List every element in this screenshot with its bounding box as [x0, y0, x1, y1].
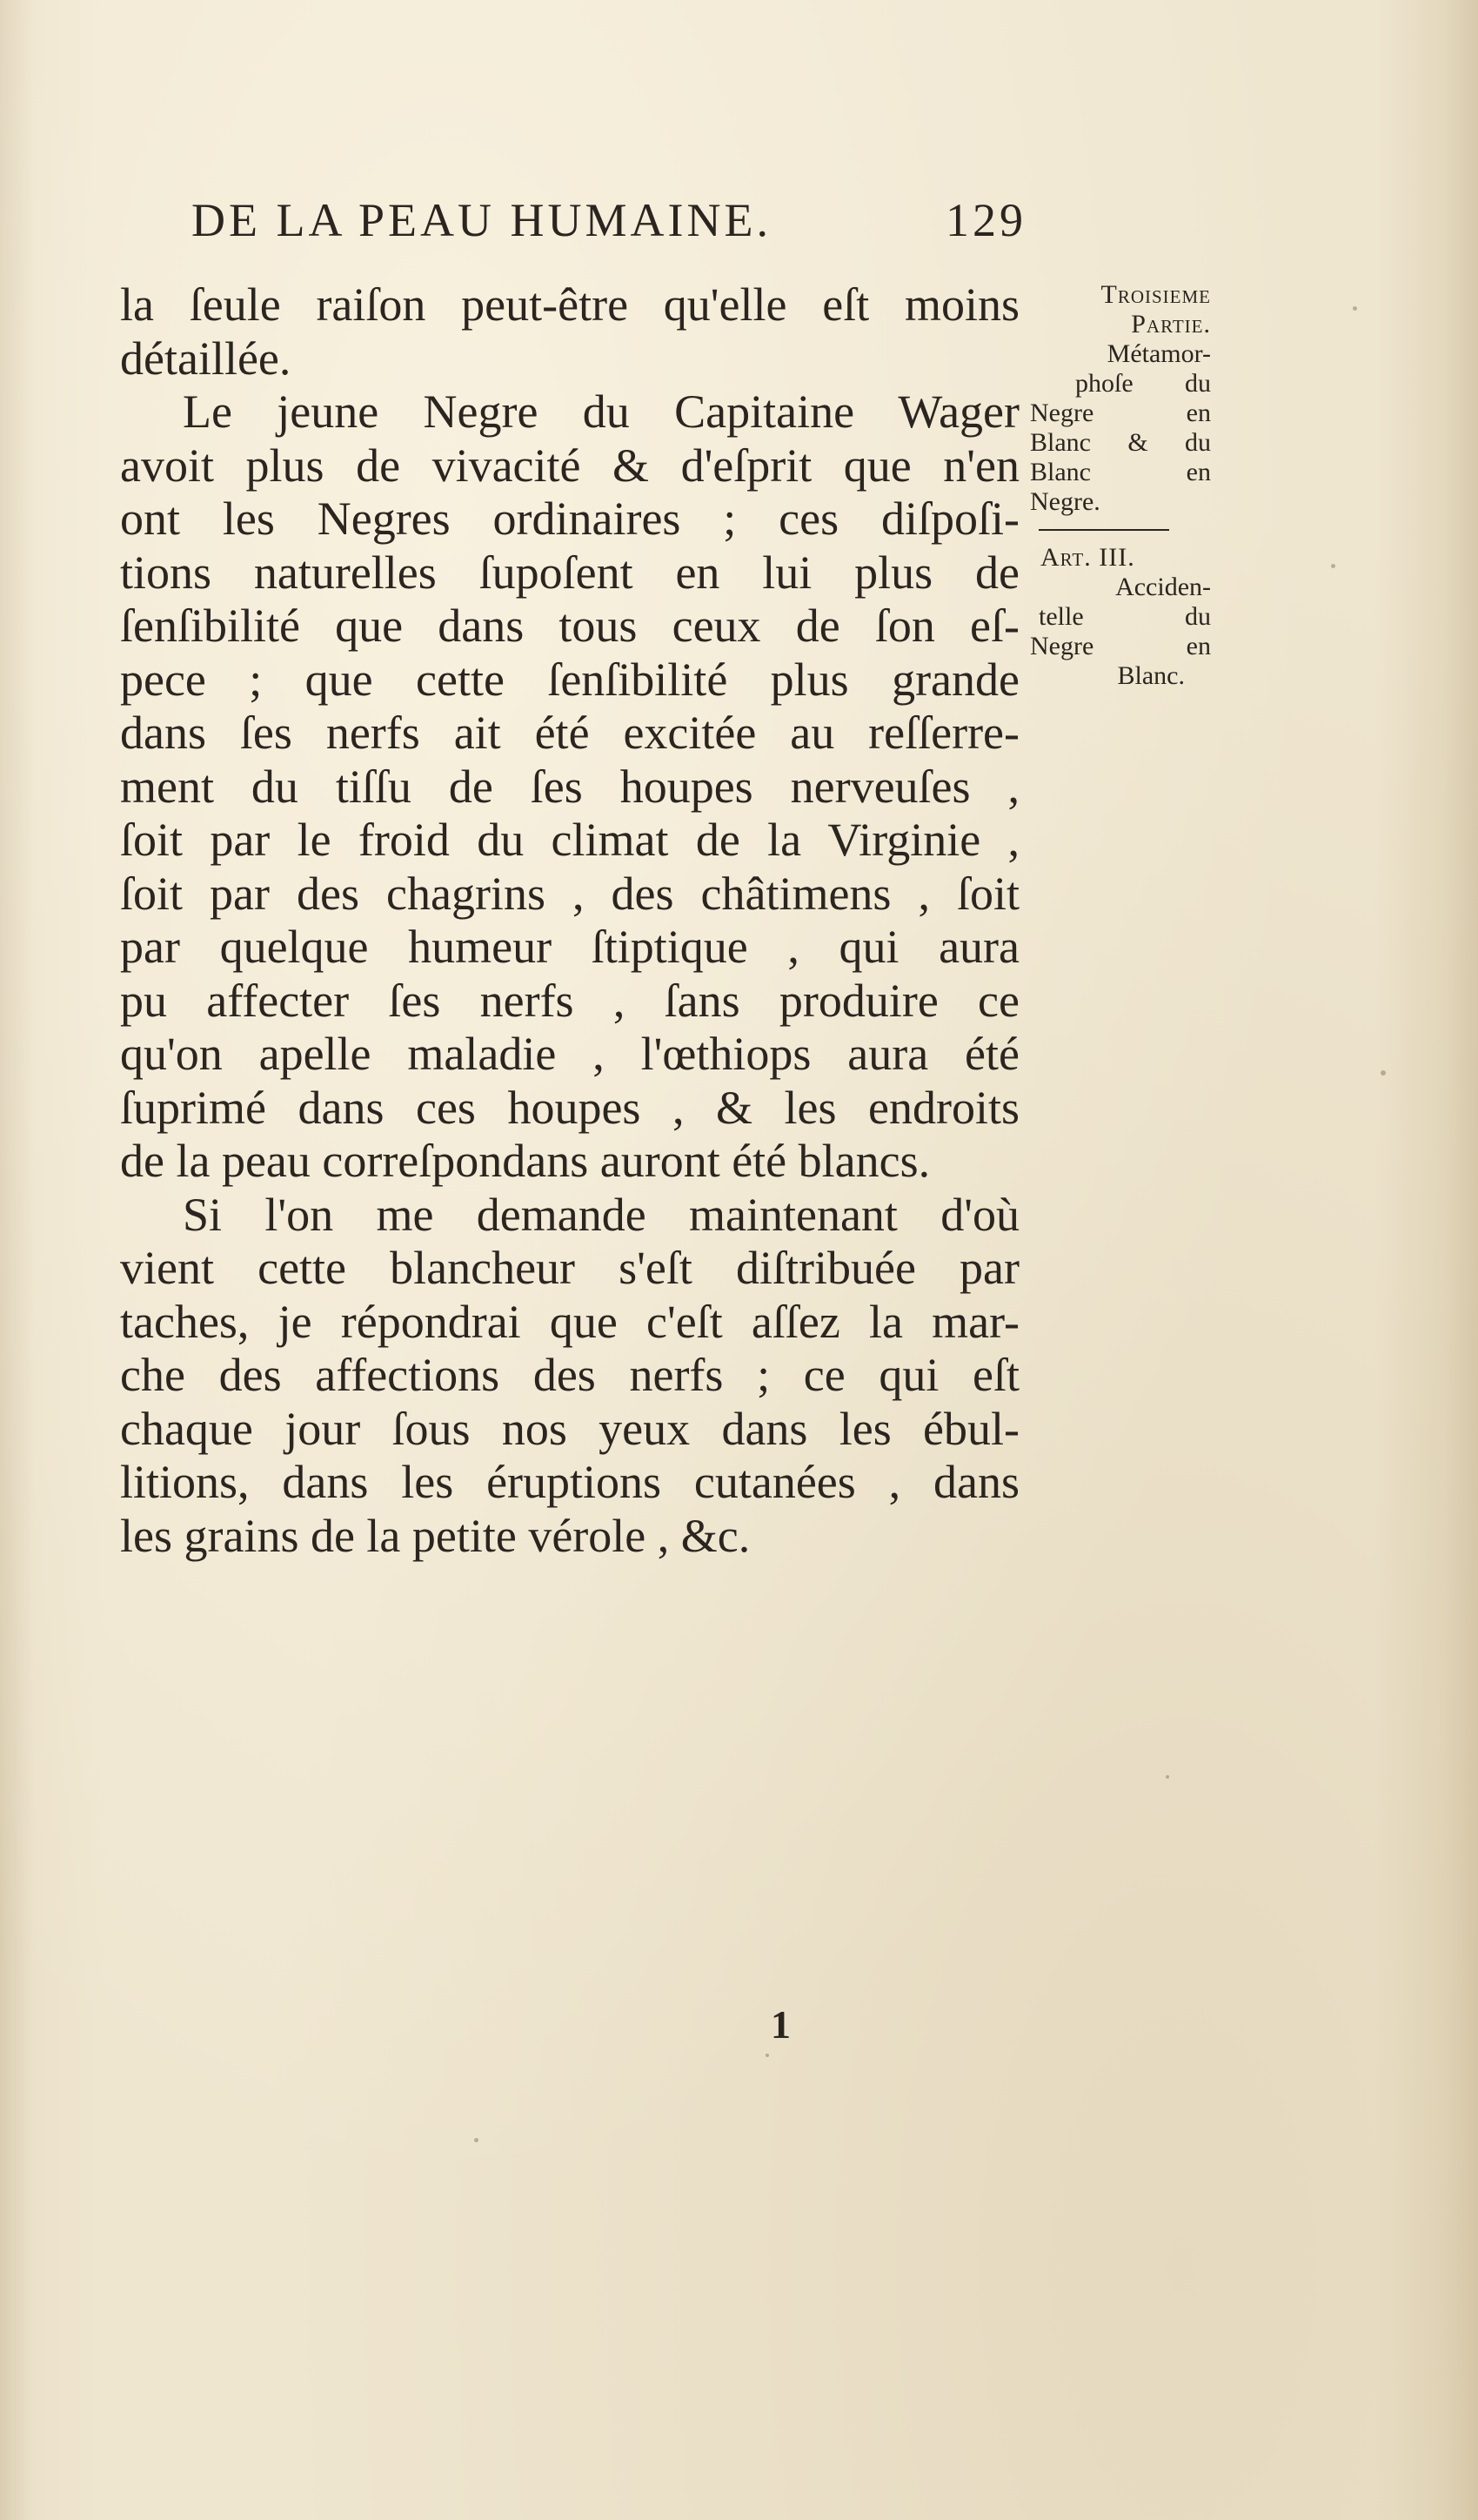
text-line: taches, je répondrai que c'eſt aſſez la mar- [120, 1295, 1020, 1348]
margin-note-line: Blanc. [1117, 661, 1185, 690]
foxing-spot [766, 2054, 769, 2057]
margin-note-line: Blanc & du [1030, 428, 1211, 457]
text-line: par quelque humeur ſtiptique , qui aura [120, 921, 1020, 973]
signature-mark: 1 [771, 2002, 791, 2047]
text-line: la ſeule raiſon peut-être qu'elle eſt moins [120, 278, 1020, 331]
text-line: tions naturelles ſupoſent en lui plus de [120, 546, 1020, 599]
text-line: ont les Negres ordinaires ; ces diſpoſi- [120, 493, 1020, 545]
text-line: ſoit par le froid du climat de la Virginie , [120, 814, 1020, 866]
text-line: pu affecter ſes nerfs , ſans produire ce [120, 974, 1020, 1027]
text-line: détaillée. [120, 332, 291, 385]
text-line: Si l'on me demande maintenant d'où [183, 1188, 1020, 1241]
margin-note-line: Acciden- [1115, 573, 1211, 601]
text-line: de la peau correſpondans auront été blancs. [120, 1135, 931, 1187]
text-line: pece ; que cette ſenſibilité plus grande [120, 653, 1020, 706]
running-head [191, 193, 1027, 247]
foxing-spot [1353, 306, 1357, 311]
text-line: Le jeune Negre du Capitaine Wager [183, 385, 1020, 438]
text-line: dans ſes nerfs ait été excitée au reſſerre- [120, 707, 1020, 759]
text-line: ſuprimé dans ces houpes , & les endroits [120, 1081, 1020, 1134]
text-line: vient cette blancheur s'eſt diſtribuée par [120, 1242, 1020, 1294]
margin-note-line: Negre en [1030, 632, 1211, 660]
text-line: qu'on apelle maladie , l'œthiops aura été [120, 1028, 1020, 1080]
text-line: ſoit par des chagrins , des châtimens , ſoit [120, 867, 1020, 920]
text-line: chaque jour ſous nos yeux dans les ébul- [120, 1402, 1020, 1455]
margin-note-line: Troisieme [1100, 280, 1211, 309]
margin-note-line: Métamor- [1107, 339, 1211, 368]
margin-note-line: phoſe du [1075, 369, 1211, 398]
margin-note-line: Negre. [1030, 487, 1100, 516]
foxing-spot [1381, 1070, 1386, 1076]
margin-rule [1039, 529, 1169, 531]
running-head-title: DE LA PEAU HUMAINE. [191, 194, 772, 246]
text-line: avoit plus de vivacité & d'eſprit que n'en [120, 439, 1020, 492]
text-line: ment du tiſſu de ſes houpes nerveuſes , [120, 760, 1020, 813]
text-line: che des affections des nerfs ; ce qui eſt [120, 1349, 1020, 1401]
margin-note-line: Art. III. [1040, 543, 1135, 572]
marginal-notes [1030, 280, 1211, 691]
foxing-spot [1331, 564, 1335, 568]
foxing-spot [474, 2138, 478, 2142]
margin-note-line: telle du [1039, 602, 1211, 631]
margin-note-line: Blanc en [1030, 458, 1211, 486]
page-number: 129 [946, 194, 1027, 246]
text-line: les grains de la petite vérole , &c. [120, 1509, 751, 1562]
text-line: litions, dans les éruptions cutanées , dans [120, 1456, 1020, 1508]
margin-note-line: Negre en [1030, 399, 1211, 427]
foxing-spot [1166, 1775, 1169, 1779]
body-text [120, 278, 1020, 1563]
text-line: ſenſibilité que dans tous ceux de ſon eſ- [120, 600, 1020, 652]
margin-note-line: Partie. [1131, 310, 1211, 338]
